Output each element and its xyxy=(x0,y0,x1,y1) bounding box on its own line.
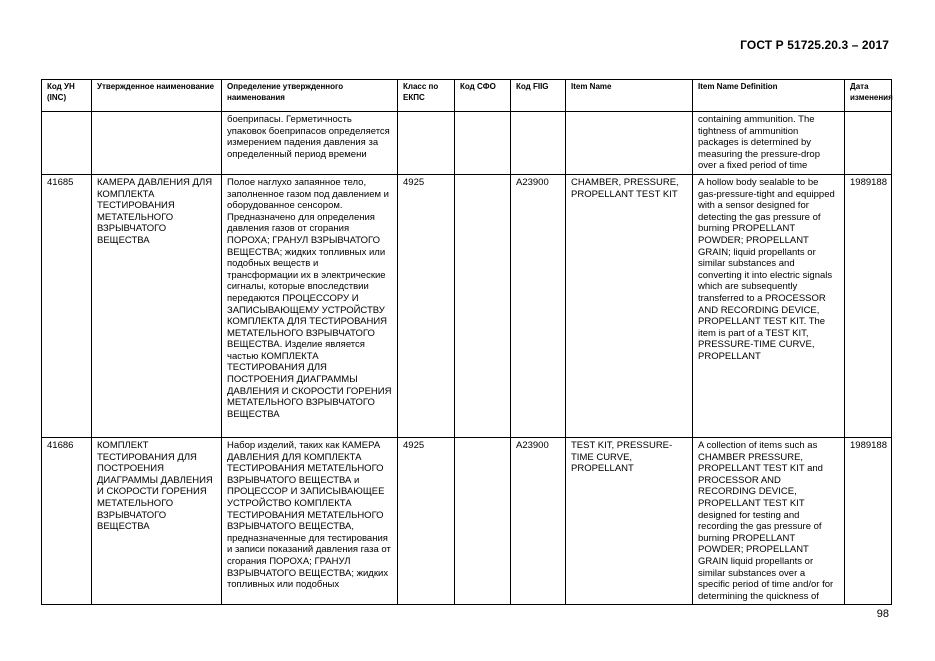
cell-fiig-code: A23900 xyxy=(511,174,566,437)
cell-inc xyxy=(42,112,92,175)
table-row-continuation xyxy=(42,112,892,175)
column-header-item-name: Item Name xyxy=(566,80,693,112)
cell-approved-name: КАМЕРА ДАВЛЕНИЯ ДЛЯ КОМПЛЕКТА ТЕСТИРОВАНИЯ МЕТАТЕЛЬНОГО ВЗРЫВЧАТОГО ВЕЩЕСТВА xyxy=(92,174,222,437)
cell-item-name xyxy=(566,112,693,175)
cell-change-date: 1989188 xyxy=(845,174,892,437)
cell-item-name: CHAMBER, PRESSURE, PROPELLANT TEST KIT xyxy=(566,174,693,437)
cell-change-date: 1989188 xyxy=(845,437,892,604)
cell-name-definition: Полое наглухо запаянное тело, заполненное газом под давлением и оборудованное сенсором. Предназначено для определения давления газов от сгорания ПОРОХА; ГРАНУЛ ВЗРЫВЧАТОГО ВЕЩЕСТВА; жидких топливных или подобных веществ и трансформации их в электрические сигналы, которые впоследствии передаются ПРОЦЕССОРУ И ЗАПИСЫВАЮЩЕМУ УСТРОЙСТВУ КОМПЛЕКТА ДЛЯ ТЕСТИРОВАНИЯ МЕТАТЕЛЬНОГО ВЗРЫВЧАТОГО ВЕЩЕСТВА. Изделие является частью КОМПЛЕКТА ТЕСТИРОВАНИЯ ДЛЯ ПОСТРОЕНИЯ ДИАГРАММЫ ДАВЛЕНИЯ И СКОРОСТИ ГОРЕНИЯ МЕТАТЕЛЬНОГО ВЗРЫВЧАТОГО ВЕЩЕСТВА xyxy=(222,174,398,437)
cell-name-definition: Набор изделий, таких как КАМЕРА ДАВЛЕНИЯ ДЛЯ КОМПЛЕКТА ТЕСТИРОВАНИЯ МЕТАТЕЛЬНОГО ВЗРЫВЧАТОГО ВЕЩЕСТВА и ПРОЦЕССОР И ЗАПИСЫВАЮЩЕЕ УСТРОЙСТВО КОМПЛЕКТА ТЕСТИРОВАНИЯ МЕТАТЕЛЬНОГО ВЗРЫВЧАТОГО ВЕЩЕСТВА, предназначенные для тестирования и записи показаний давления газа от сгорания ПОРОХА; ГРАНУЛ ВЗРЫВЧАТОГО ВЕЩЕСТВА; жидких топливных или подобных xyxy=(222,437,398,604)
column-header-inc: Код УН (INC) xyxy=(42,80,92,112)
classification-table xyxy=(41,79,892,605)
column-header-fiig-code: Код FIIG xyxy=(511,80,566,112)
cell-fiig-code: A23900 xyxy=(511,437,566,604)
cell-item-name: TEST KIT, PRESSURE-TIME CURVE, PROPELLANT xyxy=(566,437,693,604)
table-row xyxy=(42,437,892,604)
cell-ekps-class: 4925 xyxy=(398,174,455,437)
cell-change-date xyxy=(845,112,892,175)
cell-name-definition: боеприпасы. Герметичность упаковок боеприпасов определяется измерением падения давления за определенный период времени xyxy=(222,112,398,175)
cell-item-name-definition: A collection of items such as CHAMBER PRESSURE, PROPELLANT TEST KIT and PROCESSOR AND RECORDING DEVICE, PROPELLANT TEST KIT designed for testing and recording the gas pressure of burning PROPELLANT POWDER; PROPELLANT GRAIN liquid propellants or similar substances over a specific period of time and/or for determining the quickness of xyxy=(693,437,845,604)
cell-inc: 41685 xyxy=(42,174,92,437)
cell-sfo-code xyxy=(455,437,511,604)
page-number: 98 xyxy=(876,608,889,620)
cell-approved-name: КОМПЛЕКТ ТЕСТИРОВАНИЯ ДЛЯ ПОСТРОЕНИЯ ДИАГРАММЫ ДАВЛЕНИЯ И СКОРОСТИ ГОРЕНИЯ МЕТАТЕЛЬНОГО ВЗРЫВЧАТОГО ВЕЩЕСТВА xyxy=(92,437,222,604)
column-header-change-date: Дата изменения xyxy=(845,80,892,112)
cell-approved-name xyxy=(92,112,222,175)
table-header-row xyxy=(42,80,892,112)
cell-sfo-code xyxy=(455,174,511,437)
column-header-approved-name: Утвержденное наименование xyxy=(92,80,222,112)
column-header-name-definition: Определение утвержденного наименования xyxy=(222,80,398,112)
column-header-ekps-class: Класс по ЕКПС xyxy=(398,80,455,112)
table-row xyxy=(42,174,892,437)
column-header-item-name-definition: Item Name Definition xyxy=(693,80,845,112)
cell-sfo-code xyxy=(455,112,511,175)
column-header-sfo-code: Код СФО xyxy=(455,80,511,112)
cell-inc: 41686 xyxy=(42,437,92,604)
cell-item-name-definition: containing ammunition. The tightness of ammunition packages is determined by measuring the pressure-drop over a fixed period of time xyxy=(693,112,845,175)
document-header: ГОСТ Р 51725.20.3 – 2017 xyxy=(740,38,889,52)
cell-ekps-class: 4925 xyxy=(398,437,455,604)
cell-item-name-definition: A hollow body sealable to be gas-pressure-tight and equipped with a sensor designed for detecting the gas pressure of burning PROPELLANT POWDER; PROPELLANT GRAIN; liquid propellants or similar substances and converting it into electric signals which are subsequently transferred to a PROCESSOR AND RECORDING DEVICE, PROPELLANT TEST KIT. The item is part of a TEST KIT, PRESSURE-TIME CURVE, PROPELLANT xyxy=(693,174,845,437)
cell-ekps-class xyxy=(398,112,455,175)
cell-fiig-code xyxy=(511,112,566,175)
